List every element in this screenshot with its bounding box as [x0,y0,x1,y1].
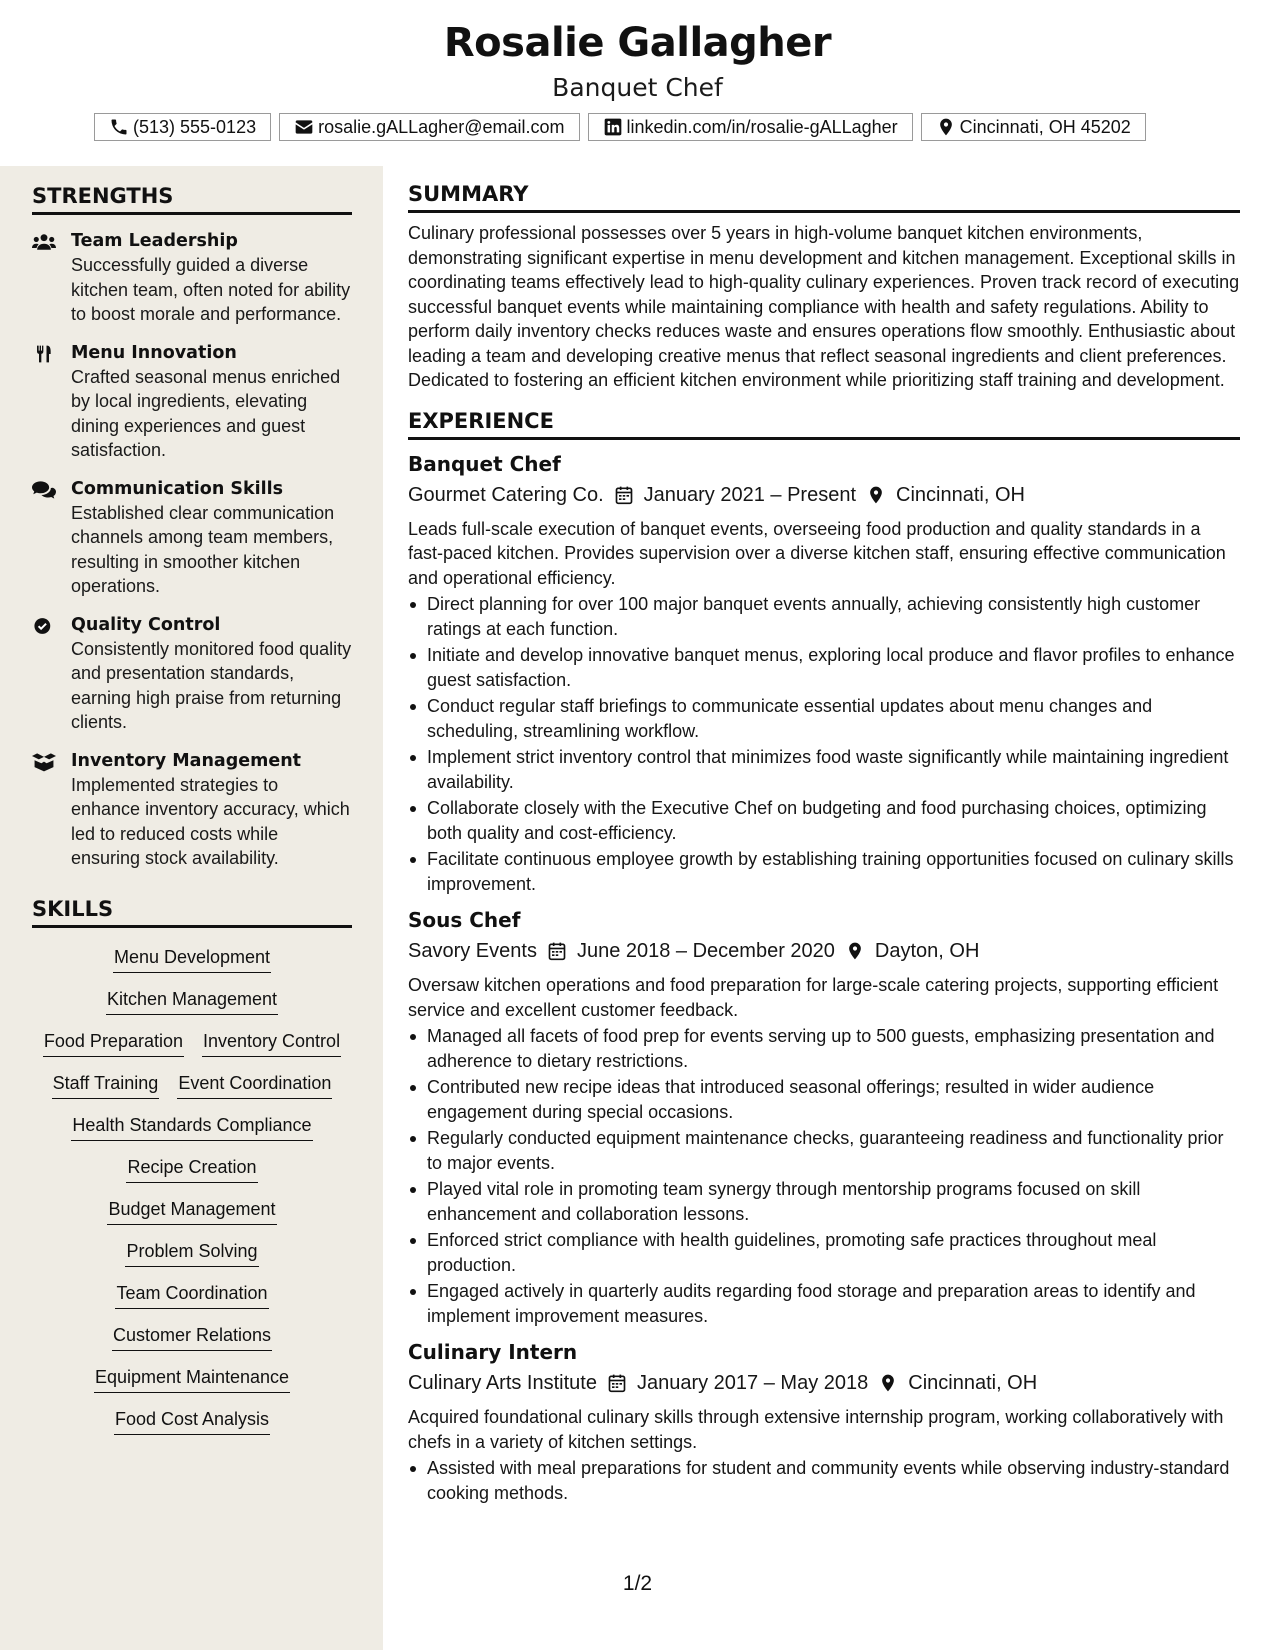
job-description: Acquired foundational culinary skills through extensive internship program, working collaboratively with chefs in a variety of kitchen settings. [408,1407,1224,1452]
strength-desc: Consistently monitored food quality and presentation standards, earning high praise from returning clients. [71,638,352,732]
contact-bar [94,113,1146,141]
bullet-item: Facilitate continuous employee growth by establishing training opportunities focused on culinary skills improvement. [408,847,1240,896]
strength-title: Inventory Management [71,750,302,771]
job-location: Cincinnati, OH [908,1372,1038,1394]
bullet-item: Contributed new recipe ideas that introduced seasonal offerings; resulted in wider audience engagement during special occasions. [408,1075,1240,1124]
skills-heading: SKILLS [32,897,352,928]
job-dates: January 2017 – May 2018 [636,1372,869,1394]
job-title-heading: Banquet Chef [552,73,723,102]
map-marker-icon [936,117,956,137]
bullet-item: Engaged actively in quarterly audits regarding food storage and preparation areas to identify and implement improvement measures. [408,1279,1240,1328]
skill-tag: Staff Training [52,1070,160,1099]
job-meta [408,937,1240,965]
job-location: Cincinnati, OH [896,483,1025,506]
bullet-item: Regularly conducted equipment maintenance checks, guaranteeing readiness and functionality prior to major events. [408,1126,1240,1175]
calendar-icon [614,485,634,505]
skill-tag: Customer Relations [112,1322,272,1351]
bullet-item: Conduct regular staff briefings to communicate essential updates about menu changes and scheduling, streamlining workflow. [408,694,1240,743]
users-icon [32,232,56,252]
linkedin-text: linkedin.com/in/rosalie-gALLagher [626,116,898,137]
bullet-item: Managed all facets of food prep for events serving up to 500 guests, emphasizing presentation and adherence to dietary restrictions. [408,1024,1240,1073]
strengths-heading: STRENGTHS [32,184,352,215]
skill-tag: Inventory Control [202,1028,341,1057]
strength-item [32,613,352,735]
job-role: Sous Chef [408,908,521,932]
skill-tag: Equipment Maintenance [94,1364,290,1393]
skill-tag: Problem Solving [125,1238,258,1267]
contact-linkedin[interactable] [588,113,913,141]
phone-text: (513) 555-0123 [133,116,257,137]
contact-phone[interactable] [94,113,271,141]
page-number: 1/2 [622,1572,653,1595]
job-role: Culinary Intern [408,1340,578,1364]
main-column [408,182,1240,1507]
skill-tag: Budget Management [107,1196,276,1225]
job-bullets [408,592,1240,896]
summary-text: Culinary professional possesses over 5 years in high-volume banquet kitchen environments, demonstrating significant expertise in menu development and kitchen management. Exceptional skills in coordinating teams effectively lead to high-quality culinary experiences. Proven track record of executing successful banquet events while maintaining compliance with health and safety regulations. Ability to perform daily inventory checks reduces waste and ensures operations flow smoothly. Enthusiastic about leading a team and developing creative menus that reflect seasonal ingredients and client preferences. Dedicated to fostering an efficient kitchen environment while prioritizing staff training and development. [408,223,1240,390]
contact-email[interactable] [279,113,579,141]
box-open-icon [32,752,56,772]
job-description: Leads full-scale execution of banquet events, overseeing food production and quality standards in a fast-paced kitchen. Provides supervision over a diverse kitchen staff, ensuring effective communication and operational efficiency. [408,518,1226,588]
skill-tag: Food Cost Analysis [114,1406,270,1435]
strength-title: Quality Control [71,614,221,635]
experience-heading: EXPERIENCE [408,409,1240,440]
strength-desc: Established clear communication channels among team members, resulting in smoother kitchen operations. [71,502,335,596]
bullet-item: Played vital role in promoting team synergy through mentorship programs focused on skill enhancement and collaboration lessons. [408,1177,1240,1226]
linkedin-icon [603,117,623,137]
comments-icon [32,480,56,500]
map-marker-icon [878,1373,898,1393]
skill-tag: Recipe Creation [126,1154,257,1183]
check-circle-icon [32,616,56,636]
summary-heading: SUMMARY [408,182,1240,213]
candidate-name: Rosalie Gallagher [443,20,832,66]
strength-item [32,341,352,463]
strengths-list [32,229,352,871]
job-entry [408,906,1240,1328]
bullet-item: Implement strict inventory control that minimizes food waste significantly while maintaining ingredient availability. [408,745,1240,794]
strength-item [32,229,352,327]
map-marker-icon [845,941,865,961]
skill-tag: Food Preparation [43,1028,184,1057]
contact-location[interactable] [921,113,1146,141]
job-bullets [408,1456,1240,1505]
skill-tag: Kitchen Management [106,986,278,1015]
strength-desc: Implemented strategies to enhance inventory accuracy, which led to reduced costs while ensuring stock availability. [71,774,350,868]
email-text: rosalie.gALLagher@email.com [318,116,565,137]
skill-tag: Event Coordination [177,1070,332,1099]
job-company: Culinary Arts Institute [408,1372,597,1394]
strength-desc: Successfully guided a diverse kitchen team, often noted for ability to boost morale and performance. [71,255,351,324]
bullet-item: Direct planning for over 100 major banquet events annually, achieving consistently high customer ratings at each function. [408,592,1240,641]
calendar-icon [547,941,567,961]
job-meta [408,1369,1240,1397]
job-location: Dayton, OH [874,940,980,962]
job-role: Banquet Chef [408,451,561,476]
envelope-icon [294,117,314,137]
bullet-item: Initiate and develop innovative banquet menus, exploring local produce and flavor profiles to enhance guest satisfaction. [408,643,1240,692]
job-company: Gourmet Catering Co. [408,483,604,506]
skills-list [32,944,352,1435]
resume-header [0,0,1275,166]
bullet-item: Enforced strict compliance with health guidelines, promoting safe practices throughout meal production. [408,1228,1240,1277]
calendar-icon [607,1373,627,1393]
strength-desc: Crafted seasonal menus enriched by local ingredients, elevating dining experiences and guest satisfaction. [71,366,341,460]
bullet-item: Assisted with meal preparations for student and community events while observing industry-standard cooking methods. [408,1456,1240,1505]
map-marker-icon [866,485,886,505]
sidebar [0,166,383,1650]
location-text: Cincinnati, OH 45202 [959,116,1131,137]
strength-item [32,477,352,599]
strength-title: Communication Skills [71,478,284,499]
utensils-icon [32,344,56,364]
skill-tag: Team Coordination [115,1280,268,1309]
skill-tag: Menu Development [113,944,271,973]
job-company: Savory Events [408,940,537,962]
job-bullets [408,1024,1240,1328]
job-entry [408,450,1240,897]
job-dates: January 2021 – Present [643,483,857,506]
strength-item [32,749,352,871]
job-meta [408,481,1240,509]
job-description: Oversaw kitchen operations and food preparation for large-scale catering projects, supporting efficient service and excellent customer feedback. [408,975,1219,1020]
job-dates: June 2018 – December 2020 [576,940,835,962]
strength-title: Menu Innovation [71,342,237,363]
bullet-item: Collaborate closely with the Executive Chef on budgeting and food purchasing choices, optimizing both quality and cost-efficiency. [408,796,1240,845]
strength-title: Team Leadership [71,231,238,251]
phone-icon [109,117,129,137]
job-entry [408,1338,1240,1505]
skill-tag: Health Standards Compliance [71,1112,312,1141]
